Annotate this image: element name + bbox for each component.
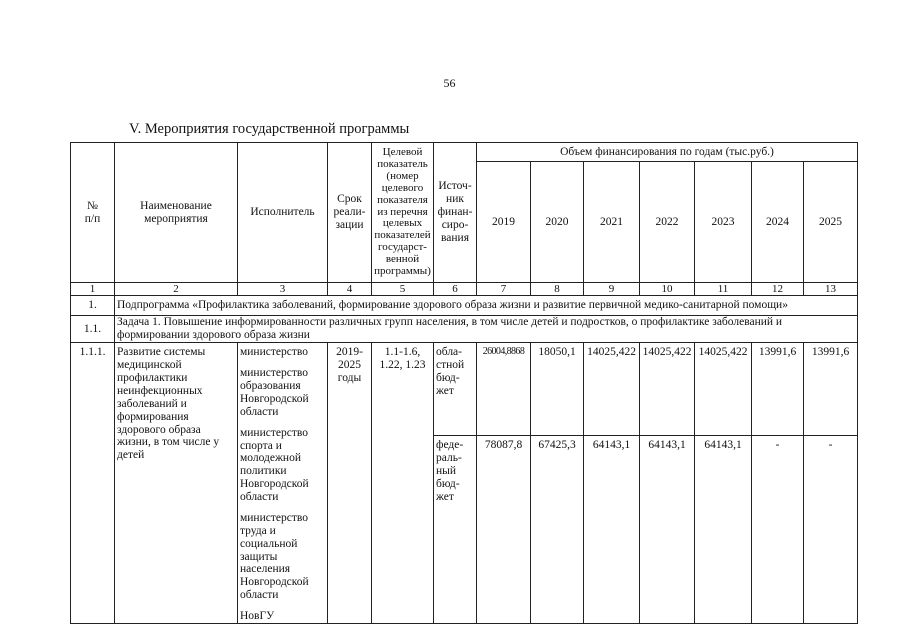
header-executor: Исполнитель [238,143,328,283]
task-num: 1.1. [71,316,115,343]
subprogram-num: 1. [71,296,115,316]
section-title: V. Мероприятия государственной программы [129,121,410,137]
column-number: 9 [584,283,640,296]
funding-value: 67425,3 [531,436,584,624]
funding-value: 18050,1 [531,343,584,436]
column-number: 1 [71,283,115,296]
funding-value: 14025,422 [640,343,695,436]
executor-item: министерство спорта и молодежной политики Новгородской области [240,426,309,504]
funding-value: 13991,6 [752,343,804,436]
executor-item: министерство [240,346,308,359]
program-activities-table [70,142,858,624]
activity-targets: 1.1-1.6, 1.22, 1.23 [372,343,434,624]
header-year: 2025 [804,162,858,283]
funding-value: 14025,422 [695,343,752,436]
task-text: Задача 1. Повышение информированности различных групп населения, в том числе детей и подростков, о профилактике заболеваний и формировании здорового образа жизни [115,316,858,343]
header-funding: Объем финансирования по годам (тыс.руб.) [477,143,858,162]
column-number: 10 [640,283,695,296]
activity-name: Развитие системы медицинской профилактики неинфекционных заболеваний и формирования здорового образа жизни, в том числе у детей [115,343,238,624]
executor-item: министерство образования Новгородской области [240,367,309,418]
header-year: 2022 [640,162,695,283]
column-number: 4 [328,283,372,296]
column-number: 3 [238,283,328,296]
funding-value: 64143,1 [695,436,752,624]
funding-value: - [804,436,858,624]
activity-executors [238,343,328,624]
header-target: Целевой показатель (номер целевого показателя из перечня целевых показателей государст- венной программы) [372,143,434,283]
header-num: № п/п [71,143,115,283]
column-number: 13 [804,283,858,296]
task-row [71,316,858,343]
funding-value: 78087,8 [477,436,531,624]
funding-value: 26004,8868 [477,343,531,436]
funding-value: 64143,1 [584,436,640,624]
column-number: 5 [372,283,434,296]
funding-source: феде- раль- ный бюд- жет [434,436,477,624]
activity-term: 2019- 2025 годы [328,343,372,624]
executor-item: министерство труда и социальной защиты населения Новгородской области [240,511,309,602]
header-year: 2023 [695,162,752,283]
column-number: 12 [752,283,804,296]
activity-num: 1.1.1. [71,343,115,624]
header-year: 2024 [752,162,804,283]
header-year: 2019 [477,162,531,283]
activity-row [71,343,858,436]
subprogram-text: Подпрограмма «Профилактика заболеваний, формирование здорового образа жизни и развитие первичной медико-санитарной помощи» [115,296,858,316]
column-number: 8 [531,283,584,296]
subprogram-row [71,296,858,316]
funding-value: 14025,422 [584,343,640,436]
funding-value: 13991,6 [804,343,858,436]
funding-value: 64143,1 [640,436,695,624]
column-number: 6 [434,283,477,296]
header-year: 2021 [584,162,640,283]
page-number: 56 [443,76,456,90]
column-numbers-row [71,283,858,296]
funding-value: - [752,436,804,624]
header-row-1 [71,143,858,162]
column-number: 2 [115,283,238,296]
executor-item: НовГУ [240,610,275,623]
header-year: 2020 [531,162,584,283]
header-name: Наименование мероприятия [115,143,238,283]
header-term: Срок реали- зации [328,143,372,283]
column-number: 11 [695,283,752,296]
column-number: 7 [477,283,531,296]
header-source: Источ- ник финан- сиро- вания [434,143,477,283]
funding-source: обла- стной бюд- жет [434,343,477,436]
